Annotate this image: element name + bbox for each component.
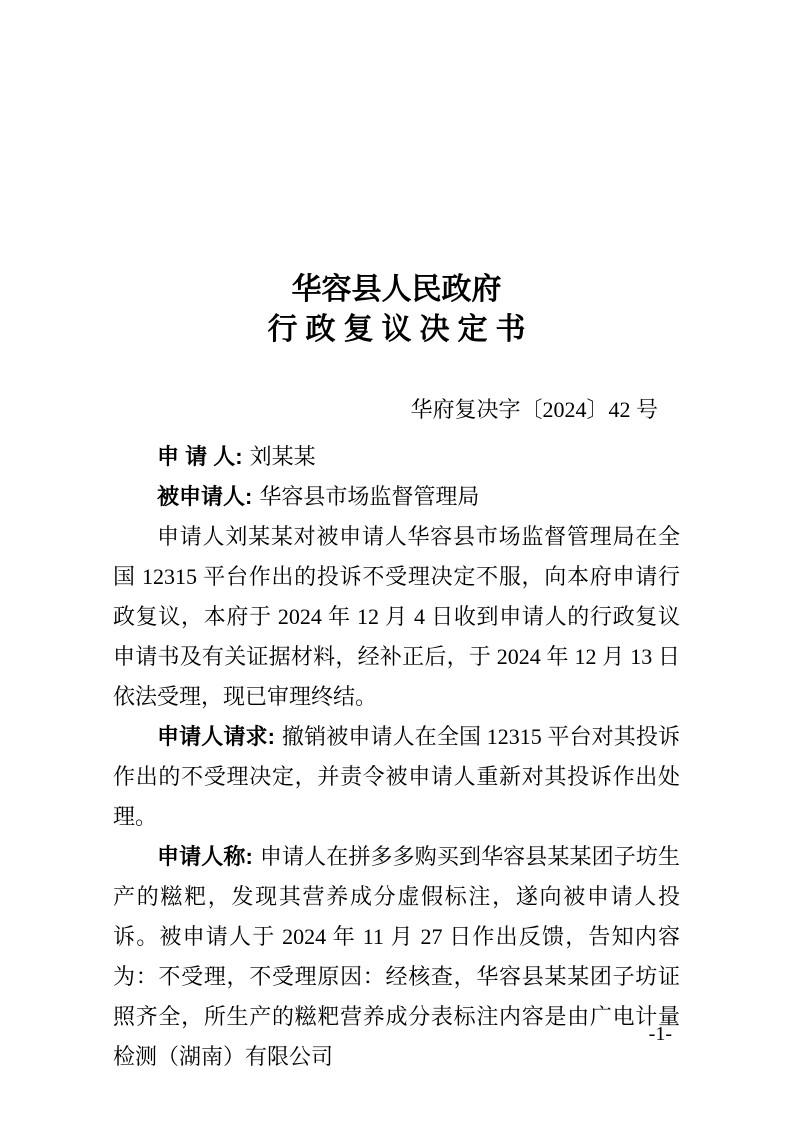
respondent-name: 华容县市场监督管理局: [259, 484, 480, 509]
paragraph-procedure: [113, 517, 680, 717]
paragraph-request-text: 撤销被申请人在全国 12315 平台对其投诉作出的不受理决定，并责令被申请人重新对其投诉作出处理。: [113, 724, 680, 829]
applicant-line: [113, 437, 680, 477]
paragraph-request-lead: 申请人请求:: [157, 724, 275, 749]
respondent-line: [113, 477, 680, 517]
paragraph-claim-lead: 申请人称:: [157, 844, 253, 869]
document-body: [0, 437, 793, 1077]
paragraph-claim-text: 申请人在拼多多购买到华容县某某团子坊生产的糍粑，发现其营养成分虚假标注，遂向被申请人投诉。被申请人于 2024 年 11 月 27 日作出反馈，告知内容为：不受理，不受理原因：经核查，华容县某某团子坊证照齐全，所生产的糍粑营养成分表标注内容是由广电计量检测（湖南）有限公司: [113, 844, 680, 1069]
paragraph-request: [113, 717, 680, 837]
respondent-label: 被申请人:: [157, 484, 253, 509]
paragraph-procedure-text: 申请人刘某某对被申请人华容县市场监督管理局在全国 12315 平台作出的投诉不受理决定不服，向本府申请行政复议，本府于 2024 年 12 月 4 日收到申请人的行政复议申请书及有关证据材料，经补正后，于 2024 年 12 月 13 日依法受理，现已审理终结。: [113, 524, 680, 709]
document-number: 华府复决字〔2024〕42 号: [410, 397, 658, 422]
title-line-doc-type: 行政复议决定书: [267, 313, 534, 346]
paragraph-claim: [113, 837, 680, 1077]
title-line-authority: 华容县人民政府: [291, 273, 502, 306]
document-title: [0, 270, 793, 350]
applicant-label: 申 请 人:: [157, 444, 243, 469]
page-number: -1-: [648, 1023, 672, 1045]
applicant-name: 刘某某: [249, 444, 316, 469]
